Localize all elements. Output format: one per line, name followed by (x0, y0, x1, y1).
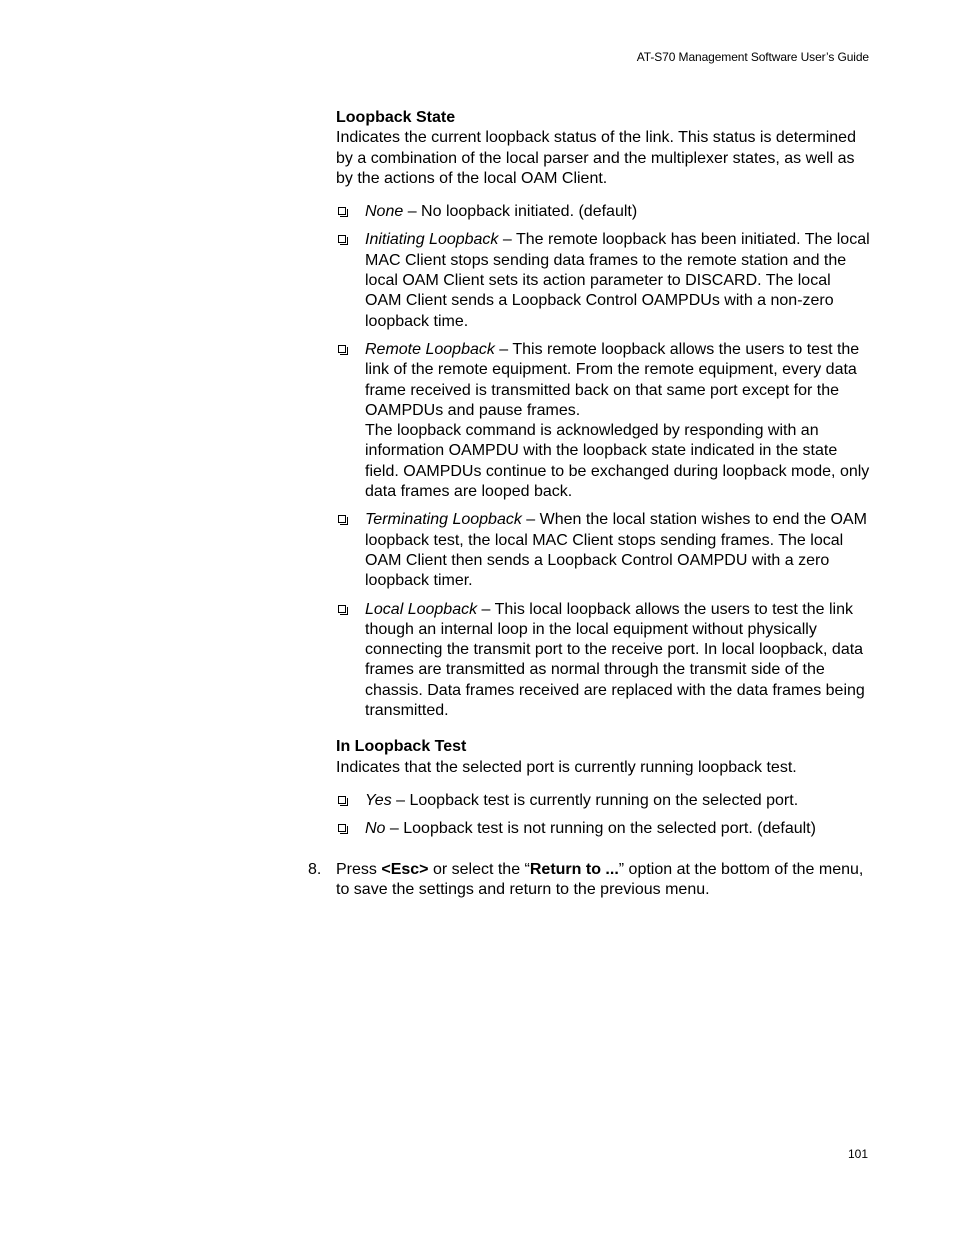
loopback-state-description: Indicates the current loopback status of the link. This status is determined by a combination of the local parser and the multiplexer states, as well as by the actions of the local OAM Client. (336, 129, 856, 187)
option-text: – When the local station wishes to end the OAM loopback test, the local MAC Client stops sending frames. The local OAM Client then sends a Loopback Control OAMPDU with a zero loopback timer. (365, 511, 867, 590)
option-text: – No loopback initiated. (default) (403, 203, 638, 221)
option-initiating-loopback (336, 230, 871, 331)
procedure-step (308, 860, 871, 901)
in-loopback-test-options (336, 791, 871, 840)
option-no (336, 819, 871, 839)
checkbox-bullet-icon (338, 796, 346, 804)
option-term: Terminating Loopback (365, 511, 522, 529)
option-text: – This remote loopback allows the users to test the link of the remote equipment. From the remote equipment, every data frame received is transmitted back on that same port except for the OAMPDUs and pause frames. (365, 340, 860, 419)
checkbox-bullet-icon (338, 824, 346, 832)
in-loopback-test-heading: In Loopback Test (336, 738, 467, 756)
option-term: Local Loopback (365, 600, 478, 618)
option-local-loopback (336, 600, 871, 722)
option-term: Initiating Loopback (365, 231, 499, 249)
main-content (308, 108, 871, 900)
loopback-state-section (336, 108, 871, 721)
option-extra-text: The loopback command is acknowledged by responding with an information OAMPDU with the loopback state indicated in the state field. OAMPDUs continue to be exchanged during loopback mode, only data frames are looped back. (365, 422, 870, 501)
checkbox-bullet-icon (338, 235, 346, 243)
loopback-state-heading: Loopback State (336, 109, 456, 126)
page-number: 101 (847, 1147, 868, 1161)
esc-key-label: <Esc> (381, 860, 429, 878)
option-terminating-loopback (336, 510, 871, 591)
option-remote-loopback (336, 340, 871, 502)
option-term: Remote Loopback (365, 340, 495, 358)
option-text: – Loopback test is currently running on the selected port. (391, 791, 799, 809)
loopback-state-options (336, 202, 871, 721)
running-header: AT-S70 Management Software User’s Guide (636, 50, 869, 64)
option-term: Yes (365, 791, 392, 809)
step-text-part: or select the “ (428, 860, 530, 878)
option-text: – The remote loopback has been initiated. The local MAC Client stops sending data frames to the remote station and the local OAM Client sets its action parameter to DISCARD. The local OAM Client sends a Loopback Control OAMPDUs with a non-zero loopback time. (365, 231, 870, 330)
option-term: No (365, 820, 386, 838)
checkbox-bullet-icon (338, 345, 346, 353)
checkbox-bullet-icon (338, 515, 346, 523)
return-option-label: Return to ... (529, 860, 619, 878)
step-number: 8. (308, 860, 322, 878)
step-text-part: ” option at the bottom of the menu, to save the settings and return to the previous menu. (336, 860, 864, 898)
checkbox-bullet-icon (338, 207, 346, 215)
option-yes (336, 791, 871, 811)
in-loopback-test-description: Indicates that the selected port is currently running loopback test. (336, 758, 797, 776)
option-text: – This local loopback allows the users to test the link though an internal loop in the local equipment without physically connecting the transmit port to the receive port. In local loopback, data frames are transmitted as normal through the transmit side of the chassis. Data frames received are replaced with the data frames being transmitted. (365, 600, 865, 720)
option-text: – Loopback test is not running on the selected port. (default) (385, 820, 816, 838)
option-term: None (365, 203, 404, 221)
step-text-part: Press (336, 860, 382, 878)
in-loopback-test-section (336, 737, 871, 839)
option-none (336, 202, 871, 222)
checkbox-bullet-icon (338, 605, 346, 613)
